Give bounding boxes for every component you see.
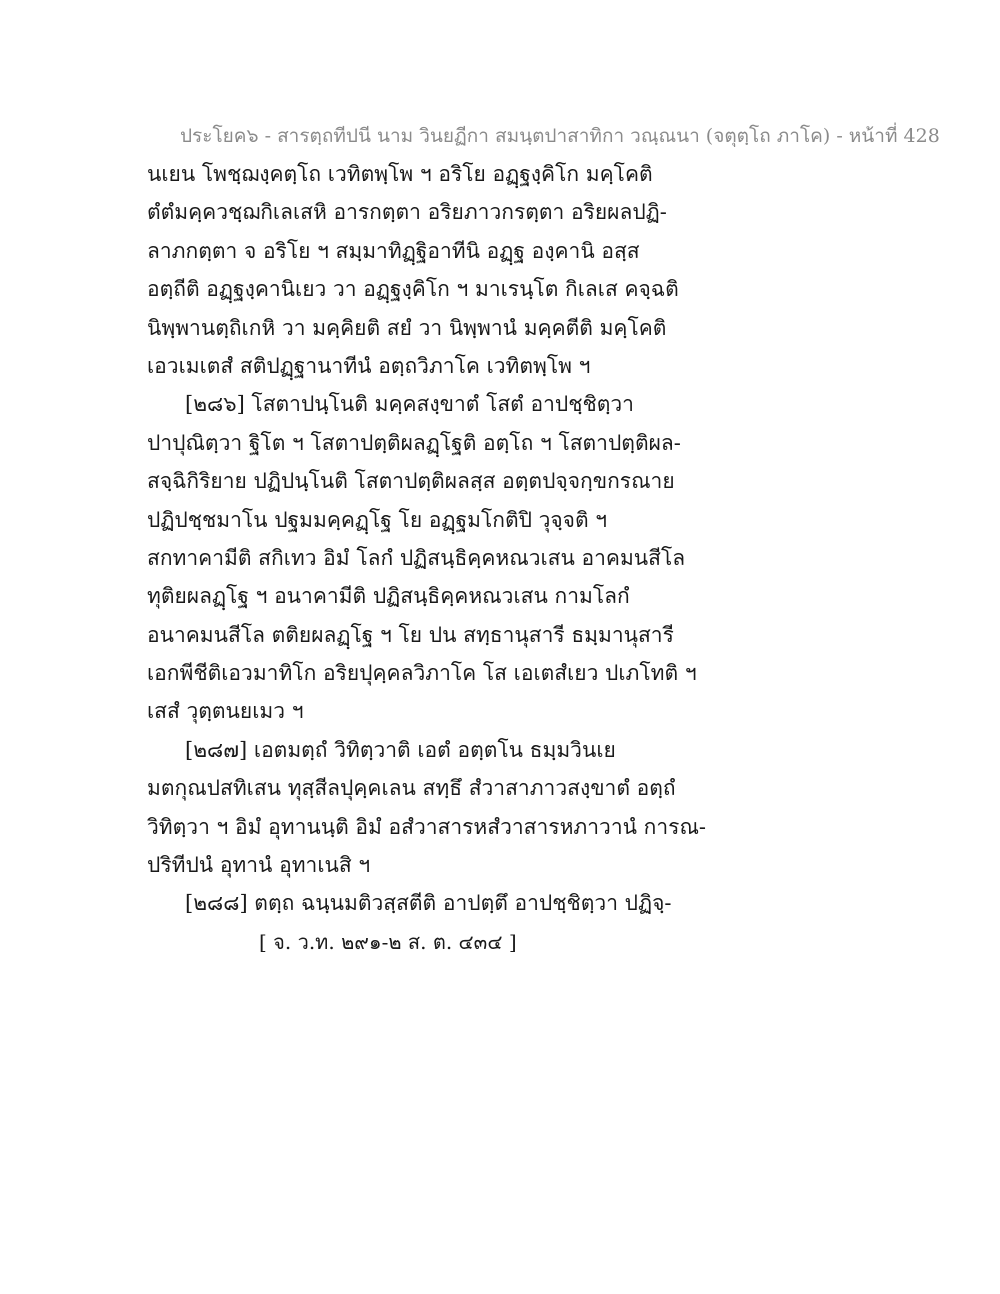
text-line: เสสํ วุตฺตนยเมว ฯ [147, 699, 304, 724]
paragraph-start-288: [๒๘๘] ตตฺถ ฉนฺนมติวสฺสตีติ อาปตฺตึ อาปชฺชิตฺวา ปฏิจฺ- [185, 891, 672, 916]
text-line: เอกพีชีติเอวมาทิโก อริยปุคฺคลวิภาโค โส เอเตสํเยว ปเภโทติ ฯ [147, 661, 697, 686]
text-line: สกทาคามีติ สกิเทว อิมํ โลกํ ปฏิสนฺธิคฺคหณวเสน อาคมนสีโล [147, 545, 686, 570]
text-line: สจฺฉิกิริยาย ปฏิปนฺโนติ โสตาปตฺติผลสฺส อตฺตปจฺจกฺขกรณาย [147, 469, 675, 494]
text-line: นเยน โพชฺฌงฺคตฺโถ เวทิตพฺโพ ฯ อริโย อฏฺฐงฺคิโก มคฺโคติ [147, 162, 653, 186]
text-line: ทุติยผลฏฺโฐ ฯ อนาคามีติ ปฏิสนฺธิคฺคหณวเสน กามโลกํ [147, 584, 630, 609]
paragraph-start-286: [๒๘๖] โสตาปนฺโนติ มคฺคสงฺขาตํ โสตํ อาปชฺชิตฺวา [185, 392, 634, 417]
text-line: มตกุณปสทิเสน ทุสฺสีลปุคฺคเลน สทฺธึ สํวาสาภาวสงฺขาตํ อตฺถํ [147, 776, 676, 801]
running-header: ประโยค๖ - สารตฺถทีปนี นาม วินยฏีกา สมนฺตปาสาทิกา วณฺณนา (จตุตฺโถ ภาโค) - หน้าที่ 428 [180, 125, 940, 147]
text-line: อนาคมนสีโล ตติยผลฏฺโฐ ฯ โย ปน สทฺธานุสารี ธมฺมานุสารี [147, 622, 674, 647]
text-line: ปาปุณิตฺวา ฐิโต ฯ โสตาปตฺติผลฏฺโฐติ อตฺโถ ฯ โสตาปตฺติผล- [147, 430, 681, 455]
text-line: ลาภกตฺตา จ อริโย ฯ สมฺมาทิฏฺฐิอาทีนิ อฏฺฐ องฺคานิ อสฺส [147, 238, 640, 263]
text-line: ปริทีปนํ อุทานํ อุทาเนสิ ฯ [147, 853, 371, 878]
text-line: อตฺถีติ อฏฺฐงฺคานิเยว วา อฏฺฐงฺคิโก ฯ มาเรนฺโต กิเลเส คจฺฉติ [147, 277, 679, 302]
footnote-reference: [ จ. ว.ท. ๒๙๑-๒ ส. ต. ๔๓๔ ] [259, 929, 517, 954]
body-text [147, 155, 847, 961]
text-line: เอวเมเตสํ สติปฏฺฐานาทีนํ อตฺถวิภาโค เวทิตพฺโพ ฯ [147, 353, 591, 378]
text-line: วิทิตฺวา ฯ อิมํ อุทานนฺติ อิมํ อสํวาสารหสํวาสารหภาวานํ การณ- [147, 814, 707, 839]
text-line: นิพฺพานตฺถิเกหิ วา มคฺคิยติ สยํ วา นิพฺพานํ มคฺคตีติ มคฺโคติ [147, 315, 667, 340]
text-line: ตํตํมคฺควชฺฌกิเลเสหิ อารกตฺตา อริยภาวกรตฺตา อริยผลปฏิ- [147, 200, 667, 225]
text-line: ปฏิปชฺชมาโน ปฐมมคฺคฏฺโฐ โย อฏฺฐมโกติปิ วุจฺจติ ฯ [147, 507, 608, 532]
paragraph-start-287: [๒๘๗] เอตมตฺถํ วิทิตฺวาติ เอตํ อตฺตโน ธมฺมวินเย [185, 737, 616, 762]
